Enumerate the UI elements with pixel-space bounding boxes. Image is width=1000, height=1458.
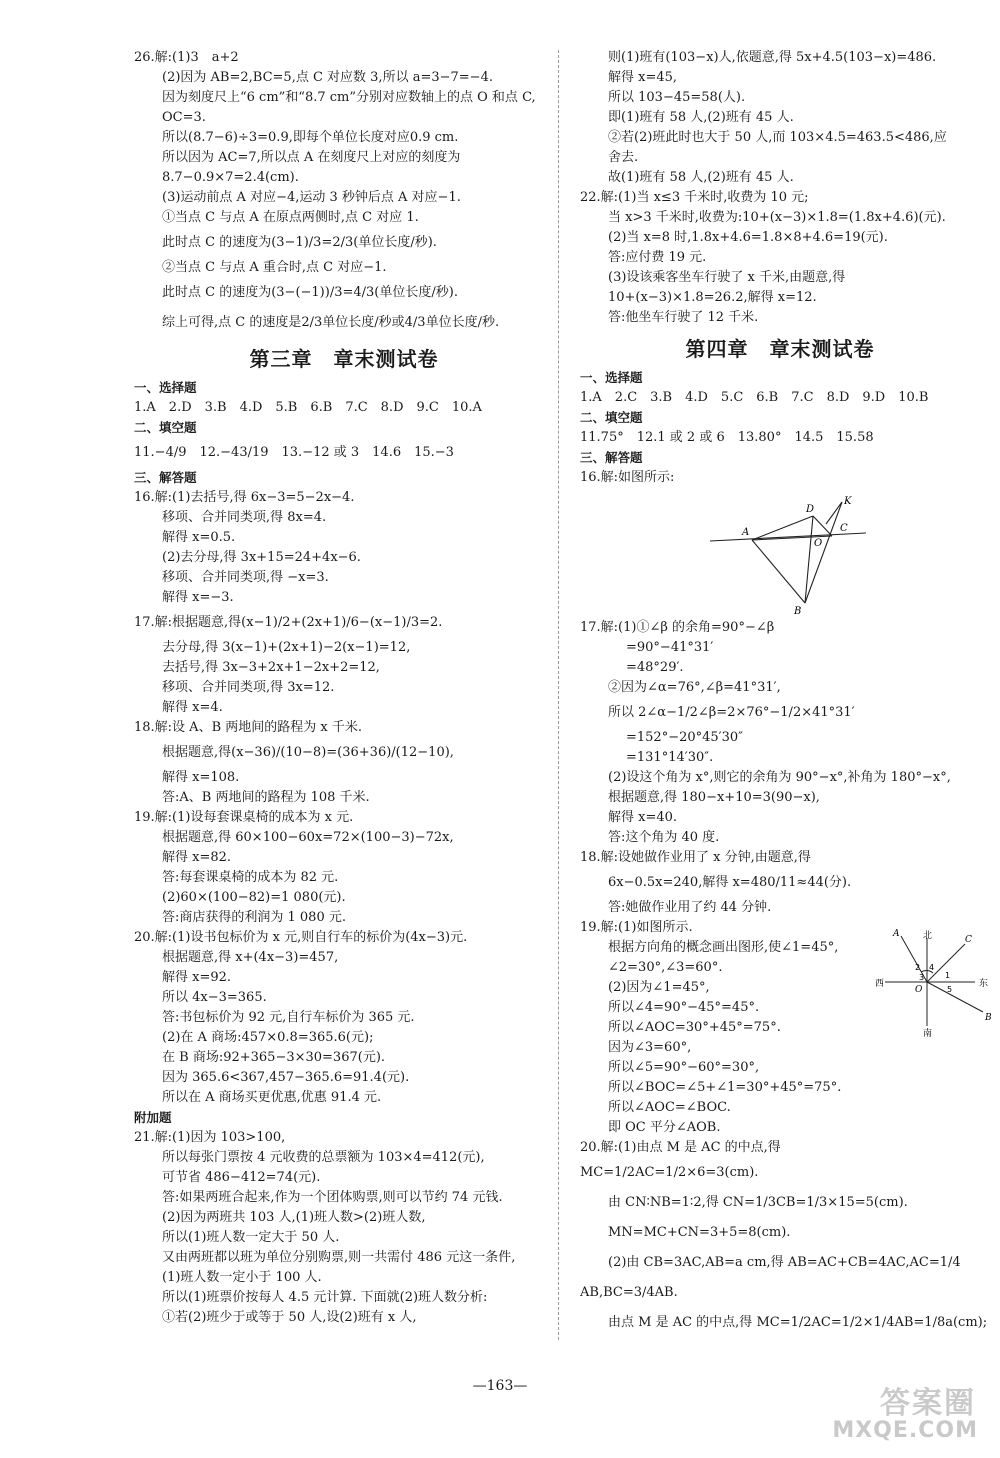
- text-line: 综上可得,点 C 的速度是2/3单位长度/秒或4/3单位长度/秒.: [162, 315, 500, 330]
- text-line: 所以∠BOC=∠5+∠1=30°+45°=75°.: [608, 1080, 842, 1095]
- text-line: MN=MC+CN=3+5=8(cm).: [608, 1225, 791, 1240]
- chapter-title: 第三章 章末测试卷: [249, 347, 439, 371]
- text-line: 解得 x=−3.: [162, 590, 234, 605]
- text-line: 19.解:(1)设每套课桌椅的成本为 x 元.: [134, 810, 354, 825]
- text-line: 解得 x=92.: [162, 970, 232, 985]
- text-line: ①若(2)班少于或等于 50 人,设(2)班有 x 人,: [162, 1310, 417, 1325]
- text-line: AB,BC=3/4AB.: [580, 1285, 678, 1300]
- fig19-label-south: 南: [923, 1029, 933, 1038]
- fig19-label-1: 1: [945, 971, 951, 980]
- text-line: 答:应付费 19 元.: [608, 250, 707, 265]
- text-line: (2)因为 AB=2,BC=5,点 C 对应数 3,所以 a=3−7=−4.: [162, 70, 493, 85]
- text-line: 16.解:如图所示:: [580, 470, 675, 485]
- text-line: 16.解:(1)去括号,得 6x−3=5−2x−4.: [134, 490, 355, 505]
- fig16-label-D: D: [806, 504, 815, 515]
- section-heading: 一、选择题: [134, 380, 197, 395]
- text-line: ②若(2)班此时也大于 50 人,而 103×4.5=463.5<486,应: [608, 130, 947, 145]
- text-line: 因为∠3=60°,: [608, 1040, 692, 1055]
- text-line: 所以∠4=90°−45°=45°.: [608, 1000, 760, 1015]
- text-line: 在 B 商场:92+365−3×30=367(元).: [162, 1050, 386, 1065]
- right-column: [580, 48, 992, 1338]
- text-line: 可节省 486−412=74(元).: [162, 1170, 321, 1185]
- text-line: (2)设这个角为 x°,则它的余角为 90°−x°,补角为 180°−x°,: [608, 770, 951, 785]
- text-line: ①当点 C 与点 A 在原点两侧时,点 C 对应 1.: [162, 210, 419, 225]
- text-line: 此时点 C 的速度为(3−1)/3=2/3(单位长度/秒).: [162, 235, 437, 250]
- text-line: 此时点 C 的速度为(3−(−1))/3=4/3(单位长度/秒).: [162, 285, 458, 300]
- text-line: 所以∠5=90°−60°=30°,: [608, 1060, 760, 1075]
- text-line: 又由两班都以班为单位分别购票,则一共需付 486 元这一条件,: [162, 1250, 516, 1265]
- text-line: 答:如果两班合起来,作为一个团体购票,则可以节约 74 元钱.: [162, 1190, 503, 1205]
- text-line: 根据题意,得 60×100−60x=72×(100−3)−72x,: [162, 830, 454, 845]
- text-line: 26.解:(1)3 a+2: [134, 50, 239, 65]
- text-line: 移项、合并同类项,得 3x=12.: [162, 680, 335, 695]
- figure-19-diagram: [875, 928, 995, 1038]
- text-line: 1.A 2.D 3.B 4.D 5.B 6.B 7.C 8.D 9.C 10.A: [134, 400, 482, 415]
- text-line: 解得 x=4.: [162, 700, 223, 715]
- text-line: 所以在 A 商场买更优惠,优惠 91.4 元.: [162, 1090, 382, 1105]
- text-line: 8.7−0.9×7=2.4(cm).: [162, 170, 299, 185]
- text-line: 移项、合并同类项,得 8x=4.: [162, 510, 327, 525]
- section-heading: 一、选择题: [580, 370, 643, 385]
- text-line: 所以每张门票按 4 元收费的总票额为 103×4=412(元),: [162, 1150, 485, 1165]
- text-line: (2)因为两班共 103 人,(1)班人数>(2)班人数,: [162, 1210, 426, 1225]
- text-line: (2)60×(100−82)=1 080(元).: [162, 890, 346, 905]
- fig19-label-B: B: [985, 1013, 992, 1023]
- fig19-label-3: 3: [919, 973, 925, 982]
- text-line: 即 OC 平分∠AOB.: [608, 1120, 721, 1135]
- text-line: =48°29′.: [626, 660, 684, 675]
- text-line: 6x−0.5x=240,解得 x=480/11≈44(分).: [608, 875, 852, 890]
- text-line: 所以∠AOC=30°+45°=75°.: [608, 1020, 781, 1035]
- text-line: 解得 x=40.: [608, 810, 678, 825]
- text-line: 根据题意,得(x−36)/(10−8)=(36+36)/(12−10),: [162, 745, 454, 760]
- text-line: 答:A、B 两地间的路程为 108 千米.: [162, 790, 370, 805]
- fig19-label-east: 东: [979, 979, 989, 989]
- text-line: 所以 103−45=58(人).: [608, 90, 746, 105]
- fig19-label-4: 4: [929, 963, 935, 972]
- column-divider: [558, 50, 559, 1340]
- text-line: (2)因为∠1=45°,: [608, 980, 710, 995]
- text-line: 因为 365.6<367,457−365.6=91.4(元).: [162, 1070, 410, 1085]
- text-line: 当 x>3 千米时,收费为:10+(x−3)×1.8=(1.8x+4.6)(元).: [608, 210, 946, 225]
- text-line: 20.解:(1)由点 M 是 AC 的中点,得: [580, 1140, 781, 1155]
- text-line: 则(1)班有(103−x)人,依题意,得 5x+4.5(103−x)=486.: [608, 50, 937, 65]
- text-line: 答:这个角为 40 度.: [608, 830, 720, 845]
- text-line: 解得 x=0.5.: [162, 530, 236, 545]
- text-line: ②当点 C 与点 A 重合时,点 C 对应−1.: [162, 260, 387, 275]
- text-line: MC=1/2AC=1/2×6=3(cm).: [580, 1165, 759, 1180]
- text-line: 由点 M 是 AC 的中点,得 MC=1/2AC=1/2×1/4AB=1/8a(cm);: [608, 1315, 988, 1330]
- text-line: 所以 4x−3=365.: [162, 990, 267, 1005]
- text-line: (3)运动前点 A 对应−4,运动 3 秒钟后点 A 对应−1.: [162, 190, 461, 205]
- text-line: 所以∠AOC=∠BOC.: [608, 1100, 731, 1115]
- fig19-label-O: O: [915, 985, 923, 995]
- text-line: 答:每套课桌椅的成本为 82 元.: [162, 870, 339, 885]
- watermark-url: MXQE.COM: [832, 1418, 978, 1443]
- text-line: OC=3.: [162, 110, 206, 125]
- section-heading: 三、解答题: [134, 470, 197, 485]
- chapter-title: 第四章 章末测试卷: [685, 337, 875, 361]
- text-line: 21.解:(1)因为 103>100,: [134, 1130, 286, 1145]
- text-line: 所以(8.7−6)÷3=0.9,即每个单位长度对应0.9 cm.: [162, 130, 459, 145]
- watermark-logo: 答案圈: [880, 1386, 976, 1421]
- text-line: =131°14′30″.: [626, 750, 714, 765]
- figure-16-diagram: [580, 488, 980, 618]
- text-line: 即(1)班有 58 人,(2)班有 45 人.: [608, 110, 794, 125]
- fig16-label-B: B: [794, 606, 802, 617]
- text-line: 所以(1)班人数一定大于 50 人.: [162, 1230, 340, 1245]
- text-line: (3)设该乘客坐车行驶了 x 千米,由题意,得: [608, 270, 846, 285]
- text-line: (2)由 CB=3AC,AB=a cm,得 AB=AC+CB=4AC,AC=1/4: [608, 1255, 961, 1270]
- text-line: ∠2=30°,∠3=60°.: [608, 960, 723, 975]
- section-heading: 二、填空题: [134, 420, 197, 435]
- text-line: 所以 2∠α−1/2∠β=2×76°−1/2×41°31′: [608, 705, 855, 720]
- left-column: [134, 48, 554, 1328]
- fig19-label-A: A: [893, 929, 900, 939]
- text-line: 移项、合并同类项,得 −x=3.: [162, 570, 329, 585]
- section-heading: 三、解答题: [580, 450, 643, 465]
- text-line: 20.解:(1)设书包标价为 x 元,则自行车的标价为(4x−3)元.: [134, 930, 468, 945]
- text-line: 答:她做作业用了约 44 分钟.: [608, 900, 772, 915]
- text-line: 17.解:根据题意,得(x−1)/2+(2x+1)/6−(x−1)/3=2.: [134, 615, 443, 630]
- fig19-label-north: 北: [923, 931, 933, 941]
- fig16-label-K: K: [844, 496, 852, 507]
- text-line: 11.75° 12.1 或 2 或 6 13.80° 14.5 15.58: [580, 430, 874, 445]
- text-line: 由 CN∶NB=1∶2,得 CN=1/3CB=1/3×15=5(cm).: [608, 1195, 908, 1210]
- text-line: 根据题意,得 x+(4x−3)=457,: [162, 950, 339, 965]
- text-line: 去括号,得 3x−3+2x+1−2x+2=12,: [162, 660, 380, 675]
- text-line: 18.解:设 A、B 两地间的路程为 x 千米.: [134, 720, 362, 735]
- text-line: 解得 x=45,: [608, 70, 678, 85]
- text-line: 去分母,得 3(x−1)+(2x+1)−2(x−1)=12,: [162, 640, 411, 655]
- fig19-label-2: 2: [915, 963, 921, 972]
- section-heading: 二、填空题: [580, 410, 643, 425]
- text-line: =90°−41°31′: [626, 640, 714, 655]
- page-number: —163—: [472, 1378, 528, 1394]
- fig19-label-C: C: [965, 935, 972, 945]
- site-watermark: [792, 1378, 982, 1450]
- text-line: (2)在 A 商场:457×0.8=365.6(元);: [162, 1030, 374, 1045]
- text-line: =152°−20°45′30″: [626, 730, 744, 745]
- text-line: 11.−4/9 12.−43/19 13.−12 或 3 14.6 15.−3: [134, 445, 454, 460]
- text-line: 答:商店获得的利润为 1 080 元.: [162, 910, 346, 925]
- fig16-label-C: C: [840, 523, 848, 534]
- text-line: 22.解:(1)当 x≤3 千米时,收费为 10 元;: [580, 190, 809, 205]
- text-line: (1)班人数一定小于 100 人.: [162, 1270, 322, 1285]
- text-line: 因为刻度尺上“6 cm”和“8.7 cm”分别对应数轴上的点 O 和点 C,: [162, 90, 536, 105]
- text-line: 19.解:(1)如图所示.: [580, 920, 693, 935]
- text-line: 1.A 2.C 3.B 4.D 5.C 6.B 7.C 8.D 9.D 10.B: [580, 390, 929, 405]
- section-heading: 附加题: [134, 1110, 172, 1125]
- right-column-top: [580, 48, 980, 488]
- text-line: 解得 x=108.: [162, 770, 240, 785]
- text-line: 根据题意,得 180−x+10=3(90−x),: [608, 790, 820, 805]
- text-line: (2)去分母,得 3x+15=24+4x−6.: [162, 550, 361, 565]
- text-line: 所以因为 AC=7,所以点 A 在刻度尺上对应的刻度为: [162, 150, 461, 165]
- fig16-label-A: A: [742, 527, 750, 538]
- text-line: ②因为∠α=76°,∠β=41°31′,: [608, 680, 781, 695]
- text-line: 答:书包标价为 92 元,自行车标价为 365 元.: [162, 1010, 415, 1025]
- text-line: 答:他坐车行驶了 12 千米.: [608, 310, 759, 325]
- text-line: 舍去.: [608, 150, 639, 165]
- text-line: 10+(x−3)×1.8=26.2,解得 x=12.: [608, 290, 817, 305]
- fig16-label-O: O: [814, 538, 823, 549]
- text-line: 18.解:设她做作业用了 x 分钟,由题意,得: [580, 850, 811, 865]
- fig19-label-5: 5: [947, 985, 953, 994]
- text-line: 故(1)班有 58 人,(2)班有 45 人.: [608, 170, 794, 185]
- text-line: (2)当 x=8 时,1.8x+4.6=1.8×8+4.6=19(元).: [608, 230, 888, 245]
- fig19-label-west: 西: [875, 979, 885, 989]
- text-line: 解得 x=82.: [162, 850, 232, 865]
- text-line: 所以(1)班票价按每人 4.5 元计算. 下面就(2)班人数分析:: [162, 1290, 488, 1305]
- text-line: 17.解:(1)①∠β 的余角=90°−∠β: [580, 620, 775, 635]
- text-line: 根据方向角的概念画出图形,使∠1=45°,: [608, 940, 839, 955]
